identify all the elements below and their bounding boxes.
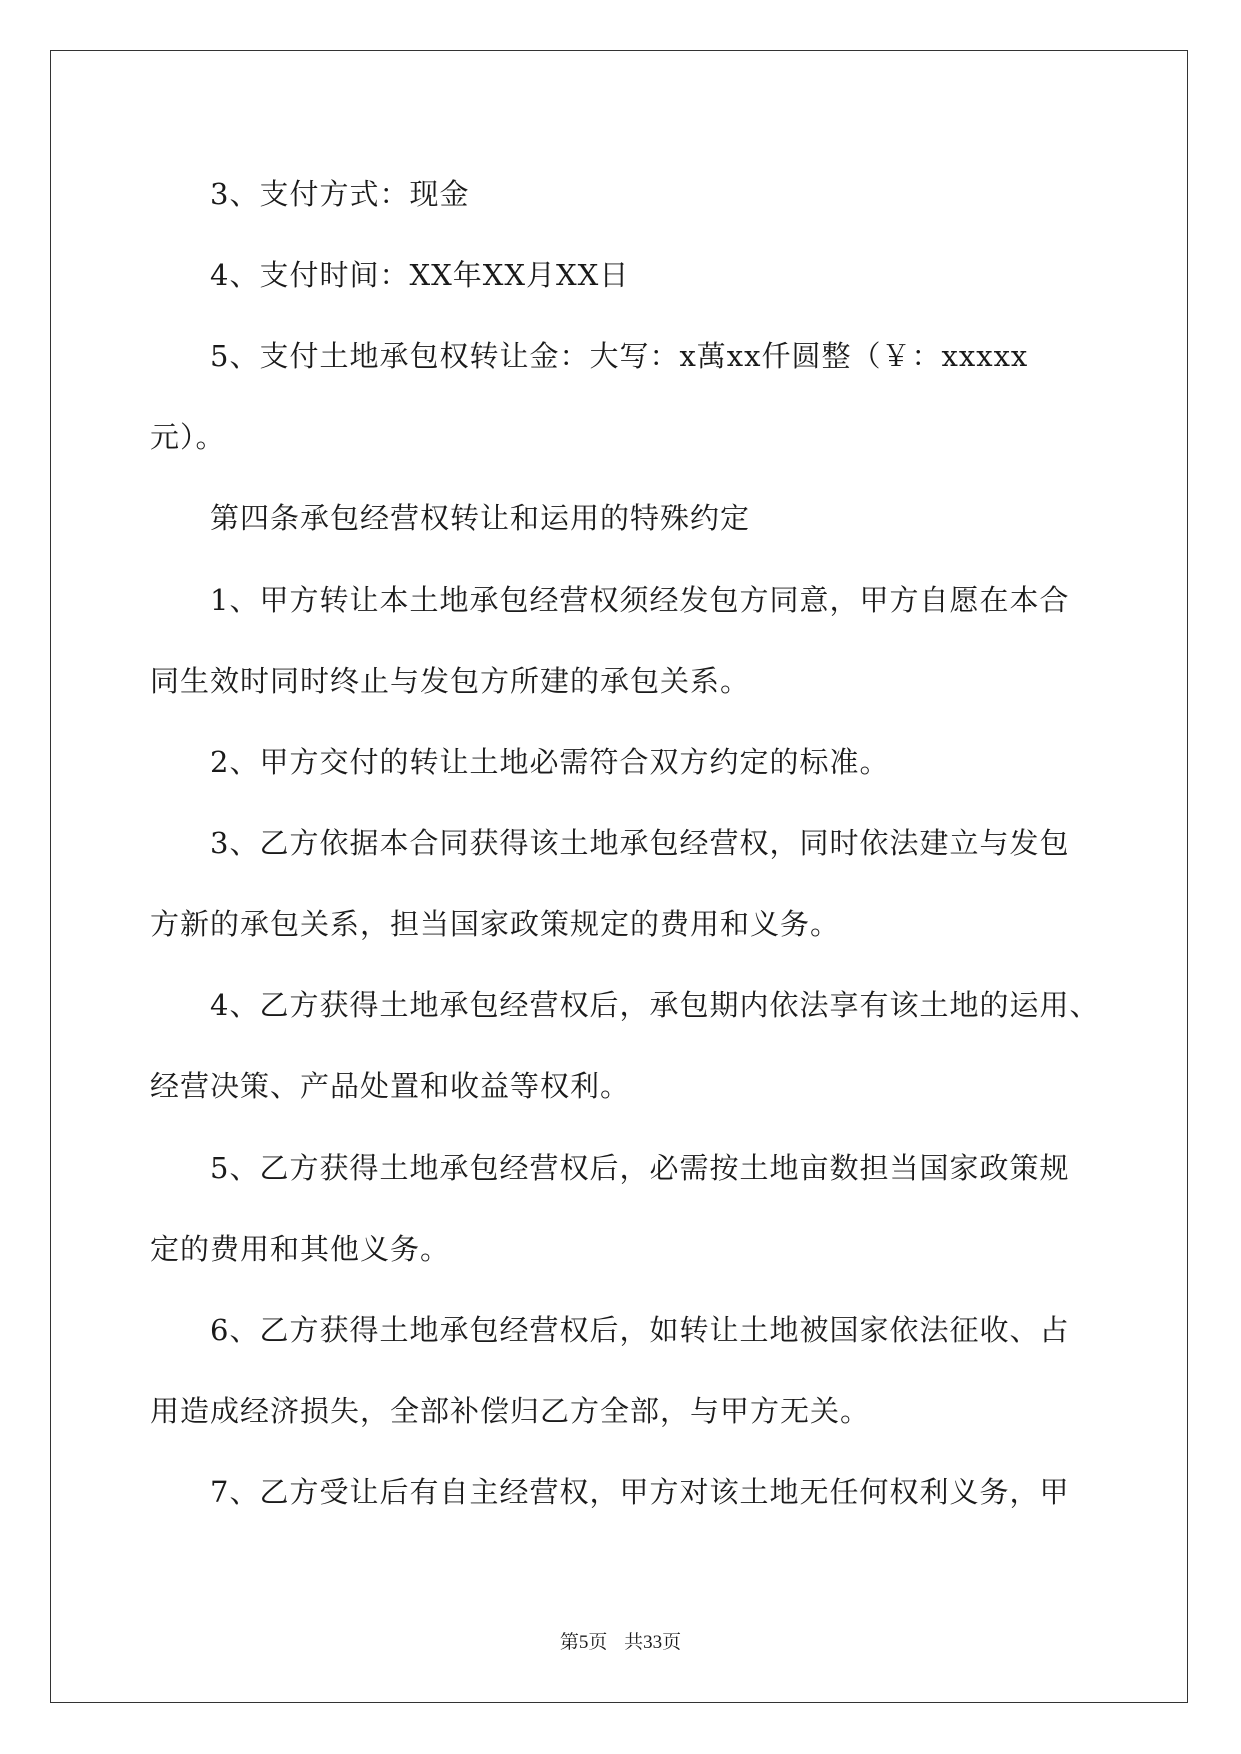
text-line-11: 4、乙方获得土地承包经营权后，承包期内依法享有该土地的运用、 <box>210 988 1100 1022</box>
page-number: 第5页 <box>559 1632 608 1653</box>
text-line-12: 经营决策、产品处置和收益等权利。 <box>150 1069 631 1103</box>
text-line-14: 定的费用和其他义务。 <box>150 1232 451 1266</box>
text-line-7: 同生效时同时终止与发包方所建的承包关系。 <box>150 664 751 698</box>
text-line-17: 7、乙方受让后有自主经营权，甲方对该土地无任何权利义务，甲 <box>210 1475 1070 1509</box>
text-line-1: 3、支付方式：现金 <box>210 177 470 211</box>
text-line-2: 4、支付时间：XX年XX月XX日 <box>210 258 630 292</box>
page-footer <box>0 1627 1241 1654</box>
section-heading: 第四条承包经营权转让和运用的特殊约定 <box>210 501 751 535</box>
text-line-9: 3、乙方依据本合同获得该土地承包经营权，同时依法建立与发包 <box>210 826 1070 860</box>
text-line-3: 5、支付土地承包权转让金：大写：x萬xx仟圆整（￥：xxxxx <box>210 339 1029 373</box>
page-total: 共33页 <box>624 1632 682 1653</box>
text-line-13: 5、乙方获得土地承包经营权后，必需按土地亩数担当国家政策规 <box>210 1151 1070 1185</box>
text-line-4: 元）。 <box>150 420 226 454</box>
text-line-15: 6、乙方获得土地承包经营权后，如转让土地被国家依法征收、占 <box>210 1313 1070 1347</box>
page-border <box>50 50 1188 1703</box>
text-line-10: 方新的承包关系，担当国家政策规定的费用和义务。 <box>150 907 841 941</box>
text-line-8: 2、甲方交付的转让土地必需符合双方约定的标准。 <box>210 745 890 779</box>
text-line-16: 用造成经济损失，全部补偿归乙方全部，与甲方无关。 <box>150 1394 871 1428</box>
text-line-6: 1、甲方转让本土地承包经营权须经发包方同意，甲方自愿在本合 <box>210 583 1070 617</box>
